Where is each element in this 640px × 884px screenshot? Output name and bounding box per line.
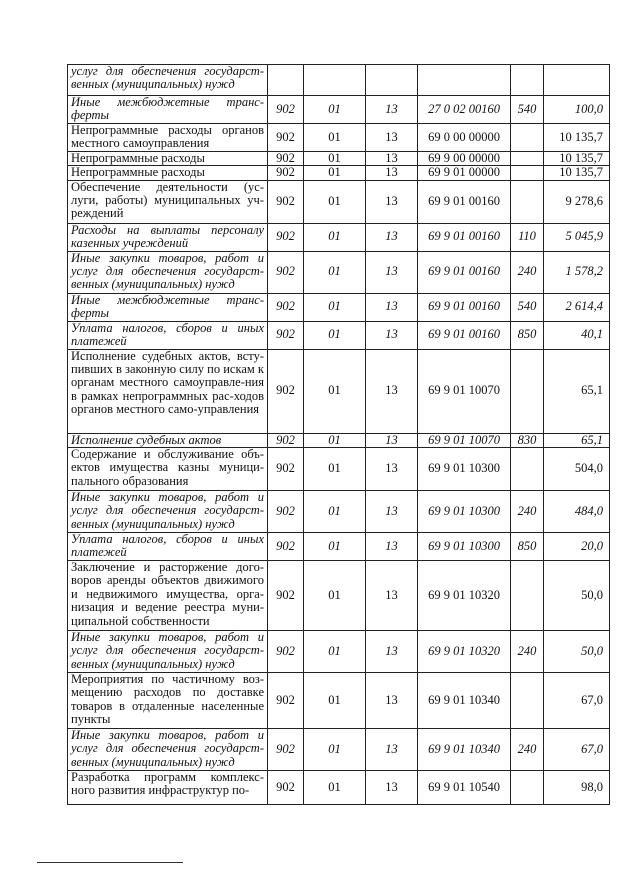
table-row [68, 65, 610, 96]
cell-subsection: 13 [366, 561, 418, 631]
cell-expense-type: 240 [511, 631, 544, 673]
cell-amount: 9 278,6 [544, 180, 610, 223]
cell-amount: 504,0 [544, 448, 610, 491]
cell-section: 01 [304, 321, 366, 349]
cell-section: 01 [304, 491, 366, 533]
cell-section: 01 [304, 180, 366, 223]
cell-section: 01 [304, 673, 366, 729]
table-row [68, 533, 610, 561]
cell-name: Уплата налогов, сборов и иных платежей [68, 321, 268, 349]
cell-amount: 10 135,7 [544, 151, 610, 165]
cell-subsection: 13 [366, 349, 418, 433]
cell-subsection: 13 [366, 151, 418, 165]
table-row [68, 180, 610, 223]
cell-target-article: 69 9 01 00160 [418, 321, 511, 349]
cell-subsection: 13 [366, 293, 418, 321]
cell-expense-type: 240 [511, 491, 544, 533]
table-row [68, 771, 610, 805]
cell-amount: 20,0 [544, 533, 610, 561]
cell-ministry: 902 [268, 293, 304, 321]
cell-section: 01 [304, 251, 366, 293]
cell-amount: 10 135,7 [544, 123, 610, 151]
cell-amount: 5 045,9 [544, 223, 610, 251]
cell-target-article: 69 9 01 00160 [418, 251, 511, 293]
cell-subsection [366, 65, 418, 96]
cell-target-article: 69 9 01 10300 [418, 448, 511, 491]
cell-subsection: 13 [366, 771, 418, 805]
cell-section: 01 [304, 123, 366, 151]
cell-ministry: 902 [268, 96, 304, 124]
cell-name: услуг для обеспечения государст-венных (муниципальных) нужд [68, 65, 268, 96]
cell-amount: 100,0 [544, 96, 610, 124]
cell-target-article: 69 9 01 10340 [418, 729, 511, 771]
cell-target-article: 69 9 01 10320 [418, 561, 511, 631]
table-row [68, 729, 610, 771]
cell-name: Разработка программ комплекс-ного развития инфраструктур по- [68, 771, 268, 805]
cell-section: 01 [304, 729, 366, 771]
cell-target-article: 69 9 01 10070 [418, 349, 511, 433]
cell-name: Расходы на выплаты персоналу казенных учреждений [68, 223, 268, 251]
table-row [68, 433, 610, 447]
cell-section: 01 [304, 771, 366, 805]
cell-expense-type [511, 151, 544, 165]
cell-subsection: 13 [366, 166, 418, 180]
footnote-separator [37, 862, 183, 863]
cell-target-article: 69 9 01 00160 [418, 293, 511, 321]
cell-name: Иные закупки товаров, работ и услуг для обеспечения государст-венных (муниципальных) нужд [68, 491, 268, 533]
budget-table-body [68, 65, 610, 805]
cell-ministry [268, 65, 304, 96]
cell-section: 01 [304, 561, 366, 631]
cell-ministry: 902 [268, 251, 304, 293]
cell-section [304, 65, 366, 96]
cell-section: 01 [304, 533, 366, 561]
cell-expense-type [511, 65, 544, 96]
cell-target-article: 69 9 00 00000 [418, 151, 511, 165]
table-row [68, 293, 610, 321]
cell-subsection: 13 [366, 673, 418, 729]
cell-expense-type [511, 673, 544, 729]
cell-ministry: 902 [268, 321, 304, 349]
table-row [68, 561, 610, 631]
table-row [68, 151, 610, 165]
cell-target-article: 69 9 01 00160 [418, 180, 511, 223]
cell-amount: 1 578,2 [544, 251, 610, 293]
cell-target-article: 69 9 01 10300 [418, 491, 511, 533]
cell-name: Мероприятия по частичному воз-мещению расходов по доставке товаров в отдаленные населенные пункты [68, 673, 268, 729]
cell-amount: 65,1 [544, 433, 610, 447]
cell-section: 01 [304, 151, 366, 165]
cell-subsection: 13 [366, 448, 418, 491]
cell-name: Обеспечение деятельности (ус-луги, работы) муниципальных уч-реждений [68, 180, 268, 223]
cell-target-article: 69 9 01 10300 [418, 533, 511, 561]
cell-expense-type [511, 771, 544, 805]
cell-target-article: 69 9 01 10320 [418, 631, 511, 673]
cell-ministry: 902 [268, 180, 304, 223]
table-row [68, 321, 610, 349]
table-row [68, 448, 610, 491]
cell-ministry: 902 [268, 561, 304, 631]
cell-subsection: 13 [366, 433, 418, 447]
cell-subsection: 13 [366, 223, 418, 251]
cell-expense-type [511, 561, 544, 631]
cell-target-article: 69 9 01 10540 [418, 771, 511, 805]
cell-section: 01 [304, 96, 366, 124]
cell-expense-type: 540 [511, 96, 544, 124]
cell-target-article [418, 65, 511, 96]
cell-ministry: 902 [268, 433, 304, 447]
cell-amount: 67,0 [544, 729, 610, 771]
table-row [68, 491, 610, 533]
cell-expense-type: 830 [511, 433, 544, 447]
cell-name: Содержание и обслуживание объ-ектов имущества казны муници-пального образования [68, 448, 268, 491]
cell-target-article: 69 9 01 00000 [418, 166, 511, 180]
cell-section: 01 [304, 223, 366, 251]
cell-ministry: 902 [268, 533, 304, 561]
cell-ministry: 902 [268, 673, 304, 729]
cell-amount: 67,0 [544, 673, 610, 729]
cell-amount: 98,0 [544, 771, 610, 805]
cell-amount: 40,1 [544, 321, 610, 349]
cell-amount: 2 614,4 [544, 293, 610, 321]
table-row [68, 673, 610, 729]
cell-section: 01 [304, 433, 366, 447]
cell-section: 01 [304, 293, 366, 321]
cell-amount: 50,0 [544, 631, 610, 673]
budget-table [67, 64, 610, 805]
cell-subsection: 13 [366, 729, 418, 771]
cell-amount: 50,0 [544, 561, 610, 631]
cell-ministry: 902 [268, 771, 304, 805]
cell-name: Иные закупки товаров, работ и услуг для обеспечения государст-венных (муниципальных) нужд [68, 729, 268, 771]
cell-expense-type [511, 448, 544, 491]
cell-expense-type [511, 349, 544, 433]
cell-name: Заключение и расторжение дого-воров аренды объектов движимого и недвижимого имущества, орга-низация и ведение реестра муни-ципальной собственности [68, 561, 268, 631]
cell-section: 01 [304, 631, 366, 673]
cell-ministry: 902 [268, 223, 304, 251]
cell-subsection: 13 [366, 533, 418, 561]
cell-subsection: 13 [366, 96, 418, 124]
cell-amount: 10 135,7 [544, 166, 610, 180]
cell-name: Иные межбюджетные транс-ферты [68, 96, 268, 124]
cell-name: Иные межбюджетные транс-ферты [68, 293, 268, 321]
cell-target-article: 69 9 01 10070 [418, 433, 511, 447]
cell-name: Уплата налогов, сборов и иных платежей [68, 533, 268, 561]
cell-name: Непрограммные расходы [68, 151, 268, 165]
cell-ministry: 902 [268, 631, 304, 673]
cell-ministry: 902 [268, 151, 304, 165]
cell-expense-type: 850 [511, 533, 544, 561]
cell-section: 01 [304, 448, 366, 491]
table-row [68, 223, 610, 251]
cell-name: Исполнение судебных актов [68, 433, 268, 447]
cell-name: Иные закупки товаров, работ и услуг для обеспечения государст-венных (муниципальных) нужд [68, 631, 268, 673]
cell-name: Непрограммные расходы [68, 166, 268, 180]
cell-expense-type: 240 [511, 729, 544, 771]
cell-subsection: 13 [366, 631, 418, 673]
cell-target-article: 69 9 01 10340 [418, 673, 511, 729]
cell-expense-type: 540 [511, 293, 544, 321]
cell-expense-type [511, 123, 544, 151]
cell-subsection: 13 [366, 321, 418, 349]
cell-expense-type [511, 180, 544, 223]
table-row [68, 96, 610, 124]
cell-ministry: 902 [268, 448, 304, 491]
cell-subsection: 13 [366, 251, 418, 293]
cell-ministry: 902 [268, 729, 304, 771]
cell-amount: 484,0 [544, 491, 610, 533]
cell-target-article: 27 0 02 00160 [418, 96, 511, 124]
cell-section: 01 [304, 166, 366, 180]
cell-amount: 65,1 [544, 349, 610, 433]
table-row [68, 631, 610, 673]
cell-ministry: 902 [268, 123, 304, 151]
cell-ministry: 902 [268, 349, 304, 433]
cell-target-article: 69 0 00 00000 [418, 123, 511, 151]
table-row [68, 123, 610, 151]
cell-ministry: 902 [268, 491, 304, 533]
cell-expense-type [511, 166, 544, 180]
cell-ministry: 902 [268, 166, 304, 180]
cell-subsection: 13 [366, 180, 418, 223]
cell-expense-type: 850 [511, 321, 544, 349]
table-row [68, 166, 610, 180]
cell-name: Непрограммные расходы органов местного самоуправления [68, 123, 268, 151]
cell-amount [544, 65, 610, 96]
cell-name: Исполнение судебных актов, всту-пивших в законную силу по искам к органам местного самоуправле-ния в рамках непрограммных рас-ходов органов местного само-управления [68, 349, 268, 433]
cell-section: 01 [304, 349, 366, 433]
cell-subsection: 13 [366, 491, 418, 533]
cell-target-article: 69 9 01 00160 [418, 223, 511, 251]
cell-expense-type: 110 [511, 223, 544, 251]
table-row [68, 251, 610, 293]
cell-subsection: 13 [366, 123, 418, 151]
cell-name: Иные закупки товаров, работ и услуг для обеспечения государст-венных (муниципальных) нужд [68, 251, 268, 293]
cell-expense-type: 240 [511, 251, 544, 293]
table-row [68, 349, 610, 433]
